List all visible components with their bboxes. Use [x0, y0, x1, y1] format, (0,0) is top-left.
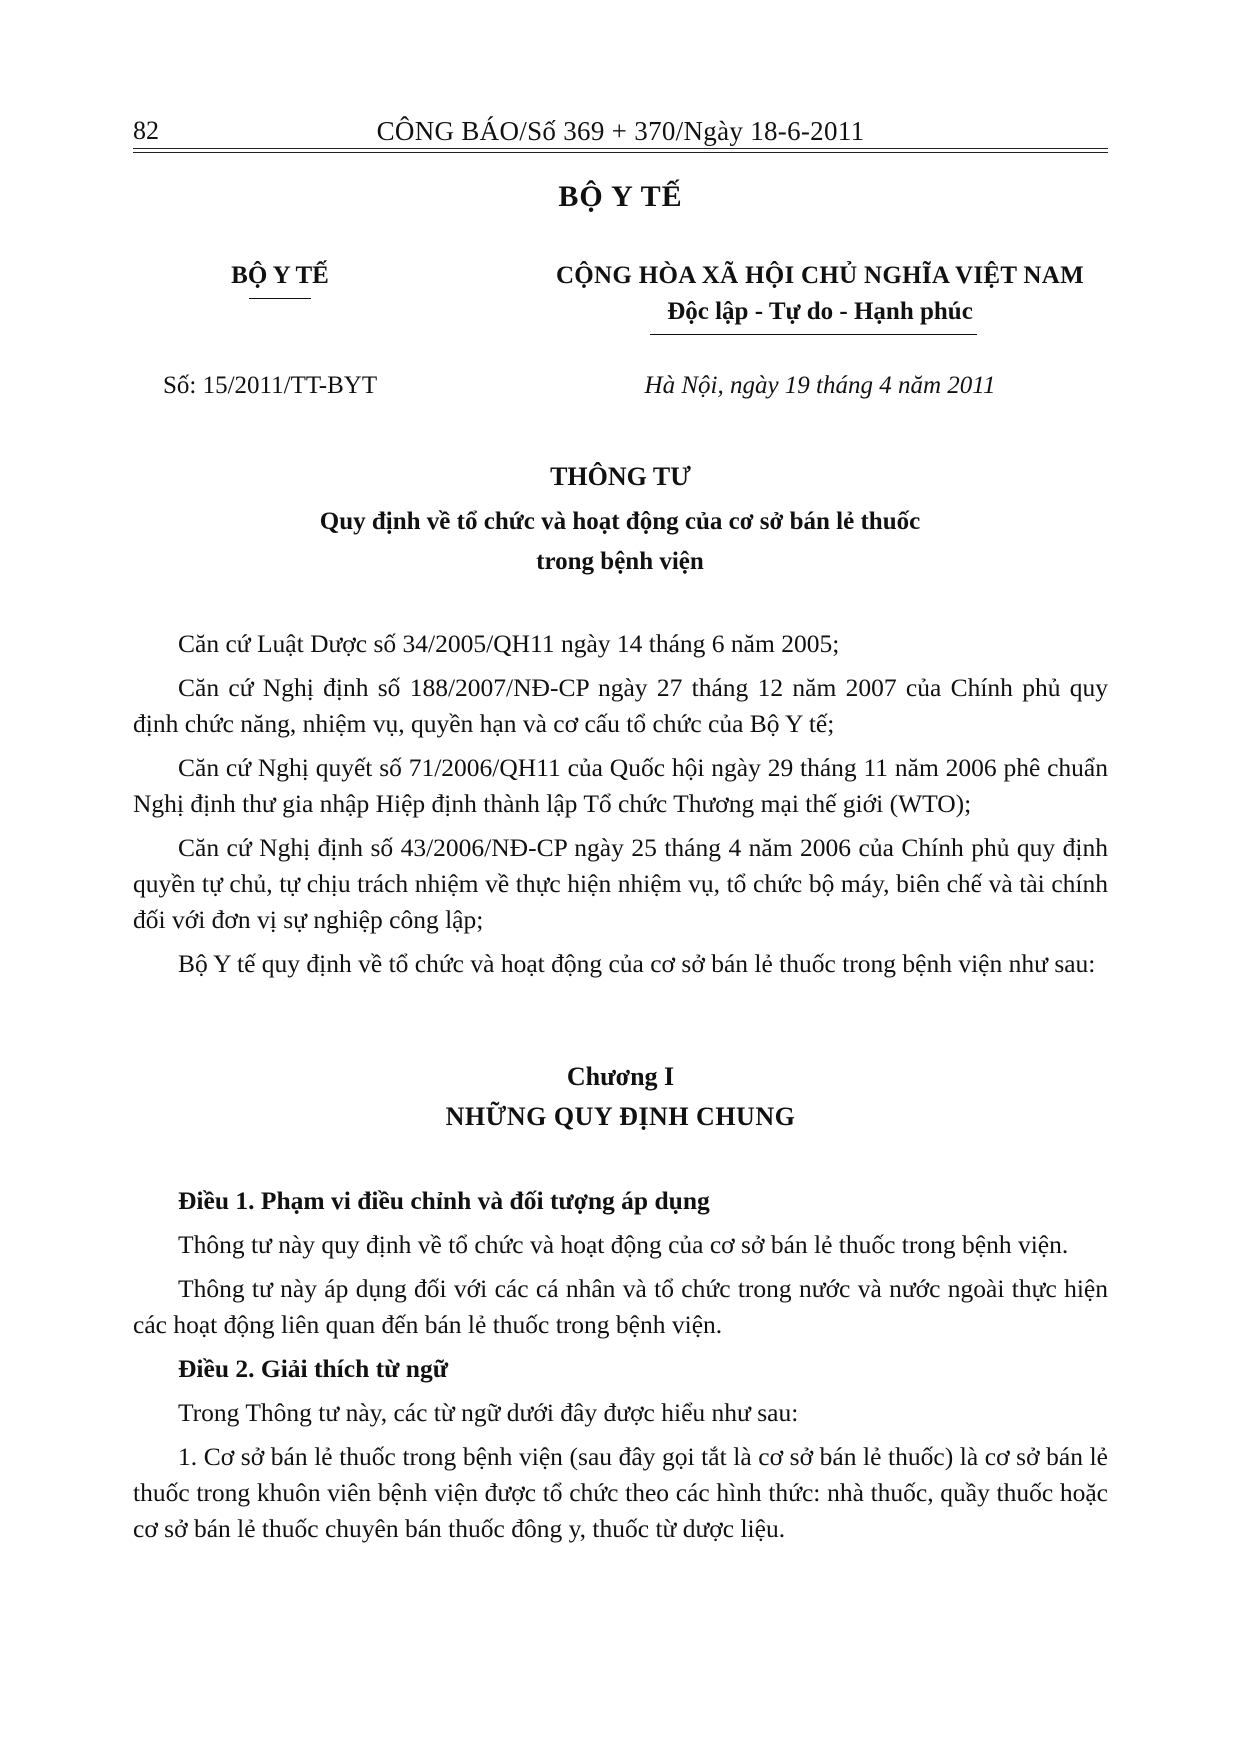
motto-underline — [650, 334, 977, 335]
preamble-paragraph: Căn cứ Luật Dược số 34/2005/QH11 ngày 14 tháng 6 năm 2005; — [178, 629, 840, 658]
article-heading: Điều 2. Giải thích từ ngữ — [178, 1354, 449, 1383]
header-rule-secondary — [133, 152, 1108, 153]
chapter-name: NHỮNG QUY ĐỊNH CHUNG — [445, 1102, 796, 1131]
document-subject-line: trong bệnh viện — [536, 548, 704, 575]
articles — [133, 1183, 1108, 1555]
article-paragraph: Trong Thông tư này, các từ ngữ dưới đây được hiểu như sau: — [178, 1398, 799, 1427]
article-heading: Điều 1. Phạm vi điều chỉnh và đối tượng áp dụng — [178, 1186, 710, 1215]
agency-name: BỘ Y TẾ — [231, 262, 329, 289]
document-number: Số: 15/2011/TT-BYT — [163, 372, 378, 399]
article-paragraph: Thông tư này quy định về tổ chức và hoạt động của cơ sở bán lẻ thuốc trong bệnh viện. — [178, 1230, 1069, 1259]
preamble-paragraph: Bộ Y tế quy định về tổ chức và hoạt động của cơ sở bán lẻ thuốc trong bệnh viện như sau: — [178, 949, 1096, 978]
document-subject — [150, 502, 1090, 582]
gazette-header — [133, 112, 1108, 152]
agency-underline — [249, 298, 311, 299]
preamble-paragraph: Căn cứ Nghị định số 188/2007/NĐ-CP ngày 27 tháng 12 năm 2007 của Chính phủ quy định chức năng, nhiệm vụ, quyền hạn và cơ cấu tổ chức của Bộ Y tế; — [133, 673, 1108, 738]
place-and-date: Hà Nội, ngày 19 tháng 4 năm 2011 — [644, 372, 996, 399]
chapter-title: Chương I — [566, 1062, 675, 1091]
country-name: CỘNG HÒA XÃ HỘI CHỦ NGHĨA VIỆT NAM — [555, 262, 1085, 289]
preamble — [133, 626, 1108, 990]
article-paragraph: 1. Cơ sở bán lẻ thuốc trong bệnh viện (sau đây gọi tắt là cơ sở bán lẻ thuốc) là cơ sở bán lẻ thuốc trong khuôn viên bệnh viện được tổ chức theo các hình thức: nhà thuốc, quầy thuốc hoặc cơ sở bán lẻ thuốc chuyên bán thuốc đông y, thuốc từ dược liệu. — [133, 1442, 1108, 1543]
preamble-paragraph: Căn cứ Nghị định số 43/2006/NĐ-CP ngày 25 tháng 4 năm 2006 của Chính phủ quy định quyền tự chủ, tự chịu trách nhiệm về thực hiện nhiệm vụ, tổ chức bộ máy, biên chế và tài chính đối với đơn vị sự nghiệp công lập; — [133, 833, 1108, 934]
issuer-heading: BỘ Y TẾ — [558, 180, 683, 213]
national-motto: Độc lập - Tự do - Hạnh phúc — [667, 298, 973, 325]
gazette-title: CÔNG BÁO/Số 369 + 370/Ngày 18-6-2011 — [376, 116, 865, 146]
document-subject-line: Quy định về tổ chức và hoạt động của cơ sở bán lẻ thuốc — [319, 508, 921, 535]
article-paragraph: Thông tư này áp dụng đối với các cá nhân và tổ chức trong nước và nước ngoài thực hiện các hoạt động liên quan đến bán lẻ thuốc trong bệnh viện. — [133, 1274, 1108, 1339]
page-number: 82 — [133, 116, 159, 145]
preamble-paragraph: Căn cứ Nghị quyết số 71/2006/QH11 của Quốc hội ngày 29 tháng 11 năm 2006 phê chuẩn Nghị định thư gia nhập Hiệp định thành lập Tổ chức Thương mại thế giới (WTO); — [133, 753, 1108, 818]
header-rule — [133, 148, 1108, 149]
document-type: THÔNG TƯ — [550, 462, 691, 491]
